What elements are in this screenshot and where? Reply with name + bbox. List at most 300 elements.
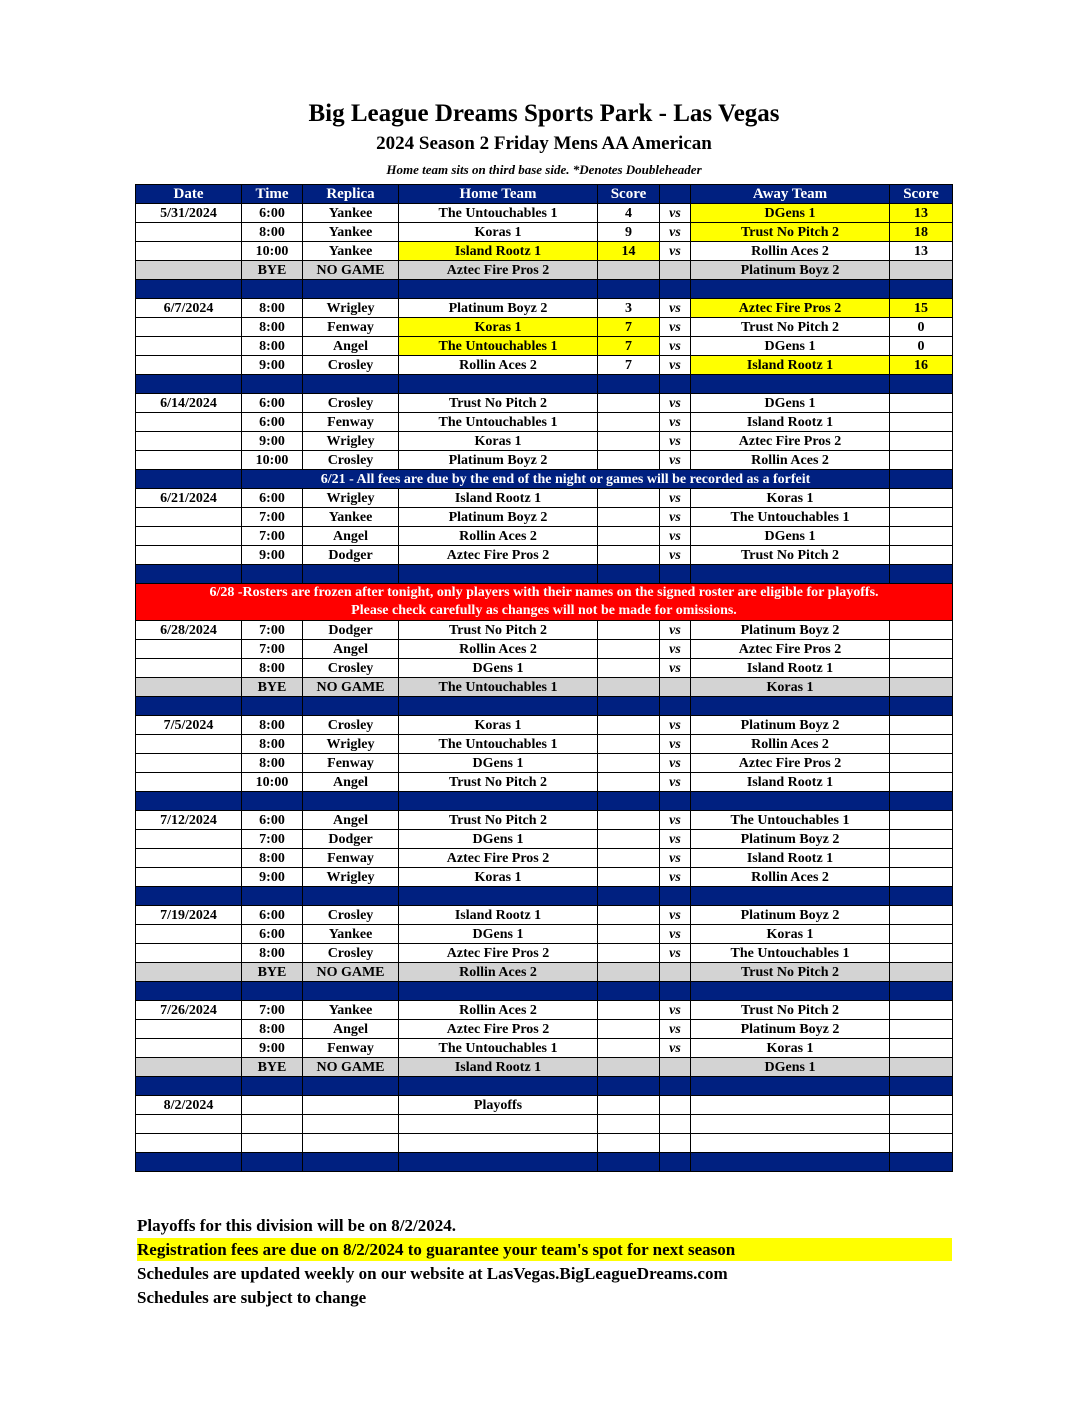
away-score-cell (890, 432, 953, 451)
home-team-cell (399, 1115, 598, 1134)
field-cell: Angel (303, 1020, 399, 1039)
vs-cell: vs (660, 242, 691, 261)
time-cell (242, 1096, 303, 1115)
away-team-cell: Koras 1 (691, 678, 890, 697)
time-cell: 8:00 (242, 944, 303, 963)
spacer-cell (660, 887, 691, 906)
table-row (136, 621, 953, 640)
home-score-cell (598, 489, 660, 508)
spacer-cell (242, 792, 303, 811)
table-row (136, 887, 953, 906)
vs-cell: vs (660, 944, 691, 963)
time-cell: 8:00 (242, 659, 303, 678)
away-team-cell: The Untouchables 1 (691, 508, 890, 527)
home-score-cell (598, 1020, 660, 1039)
col-header-time: Time (242, 185, 303, 204)
home-team-cell: Rollin Aces 2 (399, 527, 598, 546)
table-row (136, 280, 953, 299)
table-row (136, 508, 953, 527)
away-team-cell: DGens 1 (691, 1058, 890, 1077)
away-score-cell: 15 (890, 299, 953, 318)
vs-cell: vs (660, 640, 691, 659)
table-row (136, 792, 953, 811)
away-score-cell (890, 1020, 953, 1039)
notice-cell (136, 470, 242, 489)
date-cell: 6/7/2024 (136, 299, 242, 318)
table-row (136, 906, 953, 925)
spacer-cell (691, 982, 890, 1001)
away-score-cell: 0 (890, 318, 953, 337)
vs-cell: vs (660, 906, 691, 925)
date-cell: 7/5/2024 (136, 716, 242, 735)
spacer-cell (691, 887, 890, 906)
home-score-cell (598, 811, 660, 830)
date-cell (136, 773, 242, 792)
field-cell: Dodger (303, 546, 399, 565)
alert-line-1: 6/28 -Rosters are frozen after tonight, only players with their names on the signed roster are eligible for playoffs. (209, 585, 879, 600)
away-score-cell (890, 394, 953, 413)
away-score-cell (890, 621, 953, 640)
table-row (136, 697, 953, 716)
footer-subject-to-change: Schedules are subject to change (137, 1288, 367, 1307)
field-cell: Crosley (303, 451, 399, 470)
home-team-cell: Island Rootz 1 (399, 489, 598, 508)
away-team-cell: Koras 1 (691, 925, 890, 944)
date-cell: 7/26/2024 (136, 1001, 242, 1020)
field-cell: Yankee (303, 508, 399, 527)
time-cell: 8:00 (242, 716, 303, 735)
home-team-cell: DGens 1 (399, 754, 598, 773)
away-score-cell (890, 1096, 953, 1115)
home-score-cell: 3 (598, 299, 660, 318)
home-score-cell: 7 (598, 356, 660, 375)
date-cell (136, 1058, 242, 1077)
time-cell: 8:00 (242, 337, 303, 356)
home-team-cell: Aztec Fire Pros 2 (399, 1020, 598, 1039)
away-score-cell: 13 (890, 204, 953, 223)
date-cell (136, 508, 242, 527)
table-row (136, 337, 953, 356)
spacer-cell (691, 1153, 890, 1172)
vs-cell: vs (660, 318, 691, 337)
vs-cell: vs (660, 1001, 691, 1020)
date-cell: 8/2/2024 (136, 1096, 242, 1115)
field-cell: Fenway (303, 318, 399, 337)
away-team-cell: Trust No Pitch 2 (691, 963, 890, 982)
vs-cell: vs (660, 337, 691, 356)
spacer-cell (598, 1153, 660, 1172)
date-cell (136, 925, 242, 944)
col-header-date: Date (136, 185, 242, 204)
date-cell (136, 678, 242, 697)
vs-cell: vs (660, 394, 691, 413)
away-team-cell: Platinum Boyz 2 (691, 830, 890, 849)
date-cell (136, 337, 242, 356)
home-team-cell: The Untouchables 1 (399, 1039, 598, 1058)
table-row (136, 1096, 953, 1115)
field-cell: NO GAME (303, 1058, 399, 1077)
fee-notice-text: 6/21 - All fees are due by the end of the night or games will be recorded as a forfeit (242, 470, 890, 489)
spacer-cell (890, 792, 953, 811)
home-team-cell: The Untouchables 1 (399, 735, 598, 754)
spacer-cell (399, 1077, 598, 1096)
spacer-cell (136, 792, 242, 811)
home-score-cell (598, 906, 660, 925)
date-cell (136, 318, 242, 337)
spacer-cell (136, 1153, 242, 1172)
table-row (136, 318, 953, 337)
spacer-cell (598, 887, 660, 906)
away-score-cell (890, 1134, 953, 1153)
table-row (136, 944, 953, 963)
table-row (136, 1001, 953, 1020)
spacer-cell (242, 565, 303, 584)
spacer-cell (136, 697, 242, 716)
home-score-cell: 7 (598, 318, 660, 337)
away-team-cell: Platinum Boyz 2 (691, 261, 890, 280)
spacer-cell (598, 565, 660, 584)
spacer-cell (136, 280, 242, 299)
away-team-cell: Rollin Aces 2 (691, 735, 890, 754)
away-score-cell: 0 (890, 337, 953, 356)
away-team-cell: Platinum Boyz 2 (691, 716, 890, 735)
home-team-cell: Koras 1 (399, 318, 598, 337)
spacer-cell (136, 1077, 242, 1096)
table-row (136, 868, 953, 887)
home-team-cell: Island Rootz 1 (399, 1058, 598, 1077)
vs-cell (660, 261, 691, 280)
time-cell: 9:00 (242, 1039, 303, 1058)
home-team-cell: Platinum Boyz 2 (399, 451, 598, 470)
home-team-cell: Island Rootz 1 (399, 906, 598, 925)
vs-cell: vs (660, 735, 691, 754)
col-header-vs (660, 185, 691, 204)
time-cell: 6:00 (242, 413, 303, 432)
time-cell: 8:00 (242, 1020, 303, 1039)
field-cell: Crosley (303, 906, 399, 925)
field-cell: Dodger (303, 621, 399, 640)
spacer-cell (598, 982, 660, 1001)
away-team-cell: DGens 1 (691, 337, 890, 356)
time-cell: 6:00 (242, 394, 303, 413)
table-row (136, 546, 953, 565)
home-team-cell: Aztec Fire Pros 2 (399, 944, 598, 963)
time-cell: 10:00 (242, 773, 303, 792)
away-team-cell: Aztec Fire Pros 2 (691, 754, 890, 773)
time-cell: 9:00 (242, 546, 303, 565)
vs-cell: vs (660, 811, 691, 830)
spacer-cell (399, 792, 598, 811)
time-cell: BYE (242, 261, 303, 280)
time-cell: 8:00 (242, 735, 303, 754)
home-score-cell: 4 (598, 204, 660, 223)
vs-cell: vs (660, 299, 691, 318)
home-team-cell: Rollin Aces 2 (399, 640, 598, 659)
table-row (136, 716, 953, 735)
away-score-cell (890, 678, 953, 697)
home-team-cell: Island Rootz 1 (399, 242, 598, 261)
away-team-cell: Platinum Boyz 2 (691, 1020, 890, 1039)
time-cell: 8:00 (242, 849, 303, 868)
spacer-cell (660, 1077, 691, 1096)
spacer-cell (691, 1077, 890, 1096)
away-team-cell: DGens 1 (691, 394, 890, 413)
spacer-cell (242, 697, 303, 716)
spacer-cell (691, 375, 890, 394)
vs-cell: vs (660, 223, 691, 242)
vs-cell: vs (660, 868, 691, 887)
date-cell (136, 261, 242, 280)
time-cell: 10:00 (242, 242, 303, 261)
alert-line-2: Please check carefully as changes will not be made for omissions. (351, 603, 737, 618)
home-team-cell: DGens 1 (399, 830, 598, 849)
home-score-cell (598, 659, 660, 678)
away-team-cell: Island Rootz 1 (691, 773, 890, 792)
table-row (136, 261, 953, 280)
home-team-cell (399, 1134, 598, 1153)
away-team-cell (691, 1096, 890, 1115)
spacer-cell (890, 887, 953, 906)
spacer-cell (890, 375, 953, 394)
date-cell (136, 963, 242, 982)
time-cell: 6:00 (242, 925, 303, 944)
spacer-cell (660, 565, 691, 584)
away-score-cell (890, 735, 953, 754)
away-team-cell: Trust No Pitch 2 (691, 546, 890, 565)
field-cell: Crosley (303, 356, 399, 375)
spacer-cell (303, 1077, 399, 1096)
away-score-cell (890, 659, 953, 678)
vs-cell: vs (660, 716, 691, 735)
home-score-cell (598, 678, 660, 697)
vs-cell: vs (660, 659, 691, 678)
spacer-cell (660, 982, 691, 1001)
away-score-cell: 18 (890, 223, 953, 242)
field-cell: Wrigley (303, 735, 399, 754)
away-team-cell: Aztec Fire Pros 2 (691, 299, 890, 318)
table-row (136, 754, 953, 773)
date-cell (136, 640, 242, 659)
spacer-cell (660, 1153, 691, 1172)
time-cell: 6:00 (242, 204, 303, 223)
time-cell: 7:00 (242, 1001, 303, 1020)
table-row (136, 470, 953, 489)
table-row (136, 1077, 953, 1096)
spacer-cell (303, 887, 399, 906)
away-team-cell: Aztec Fire Pros 2 (691, 432, 890, 451)
table-row (136, 299, 953, 318)
field-cell: Wrigley (303, 299, 399, 318)
away-score-cell (890, 963, 953, 982)
date-cell: 7/19/2024 (136, 906, 242, 925)
col-header-home-score: Score (598, 185, 660, 204)
vs-cell: vs (660, 356, 691, 375)
field-cell: Yankee (303, 204, 399, 223)
table-row (136, 849, 953, 868)
table-row (136, 527, 953, 546)
home-team-cell: Platinum Boyz 2 (399, 508, 598, 527)
away-score-cell (890, 716, 953, 735)
footer-playoffs: Playoffs for this division will be on 8/2/2024. (137, 1216, 456, 1235)
table-row (136, 565, 953, 584)
field-cell: Fenway (303, 849, 399, 868)
time-cell: 8:00 (242, 299, 303, 318)
home-team-cell: Trust No Pitch 2 (399, 773, 598, 792)
date-cell (136, 546, 242, 565)
field-cell: Yankee (303, 223, 399, 242)
home-team-cell: Koras 1 (399, 868, 598, 887)
field-cell: Angel (303, 337, 399, 356)
home-team-cell: Aztec Fire Pros 2 (399, 546, 598, 565)
field-cell: Crosley (303, 659, 399, 678)
field-cell: Wrigley (303, 432, 399, 451)
home-team-cell: The Untouchables 1 (399, 204, 598, 223)
field-cell: Dodger (303, 830, 399, 849)
away-score-cell (890, 1039, 953, 1058)
table-row (136, 678, 953, 697)
home-score-cell (598, 1039, 660, 1058)
page-note: Home team sits on third base side. *Denotes Doubleheader (386, 162, 702, 177)
away-score-cell (890, 489, 953, 508)
date-cell (136, 1039, 242, 1058)
away-team-cell: DGens 1 (691, 527, 890, 546)
spacer-cell (890, 982, 953, 1001)
spacer-cell (303, 1153, 399, 1172)
time-cell: 10:00 (242, 451, 303, 470)
table-row (136, 640, 953, 659)
table-row (136, 1039, 953, 1058)
field-cell: NO GAME (303, 678, 399, 697)
date-cell (136, 1134, 242, 1153)
table-row (136, 773, 953, 792)
home-score-cell (598, 413, 660, 432)
time-cell: 9:00 (242, 868, 303, 887)
time-cell: 7:00 (242, 527, 303, 546)
vs-cell (660, 1115, 691, 1134)
field-cell (303, 1096, 399, 1115)
spacer-cell (890, 1153, 953, 1172)
vs-cell: vs (660, 754, 691, 773)
away-team-cell: Rollin Aces 2 (691, 242, 890, 261)
table-row (136, 394, 953, 413)
home-score-cell (598, 1096, 660, 1115)
away-score-cell (890, 925, 953, 944)
table-row (136, 584, 953, 621)
vs-cell: vs (660, 773, 691, 792)
vs-cell (660, 1096, 691, 1115)
table-row (136, 375, 953, 394)
date-cell (136, 1115, 242, 1134)
away-score-cell (890, 754, 953, 773)
spacer-cell (691, 697, 890, 716)
vs-cell (660, 963, 691, 982)
home-score-cell (598, 735, 660, 754)
spacer-cell (242, 375, 303, 394)
away-score-cell (890, 830, 953, 849)
home-score-cell (598, 432, 660, 451)
away-team-cell: Rollin Aces 2 (691, 451, 890, 470)
home-score-cell (598, 1134, 660, 1153)
vs-cell: vs (660, 546, 691, 565)
time-cell: 7:00 (242, 830, 303, 849)
spacer-cell (660, 280, 691, 299)
date-cell (136, 868, 242, 887)
date-cell (136, 830, 242, 849)
date-cell (136, 432, 242, 451)
away-team-cell: Koras 1 (691, 489, 890, 508)
away-score-cell (890, 811, 953, 830)
away-team-cell (691, 1134, 890, 1153)
table-row (136, 830, 953, 849)
vs-cell: vs (660, 1039, 691, 1058)
spacer-cell (303, 375, 399, 394)
field-cell: Wrigley (303, 489, 399, 508)
home-score-cell (598, 773, 660, 792)
time-cell: 7:00 (242, 621, 303, 640)
home-team-cell: Trust No Pitch 2 (399, 394, 598, 413)
vs-cell (660, 1134, 691, 1153)
table-row (136, 1115, 953, 1134)
time-cell: 6:00 (242, 489, 303, 508)
spacer-cell (136, 982, 242, 1001)
spacer-cell (242, 982, 303, 1001)
field-cell: Crosley (303, 944, 399, 963)
home-team-cell: Platinum Boyz 2 (399, 299, 598, 318)
home-team-cell: Aztec Fire Pros 2 (399, 849, 598, 868)
field-cell: Crosley (303, 394, 399, 413)
table-row (136, 982, 953, 1001)
date-cell (136, 451, 242, 470)
spacer-cell (399, 982, 598, 1001)
table-row (136, 1153, 953, 1172)
vs-cell: vs (660, 451, 691, 470)
home-score-cell (598, 849, 660, 868)
table-row (136, 659, 953, 678)
spacer-cell (399, 375, 598, 394)
away-score-cell (890, 1001, 953, 1020)
home-score-cell (598, 1001, 660, 1020)
away-team-cell: Island Rootz 1 (691, 356, 890, 375)
spacer-cell (303, 565, 399, 584)
home-team-cell: Trust No Pitch 2 (399, 811, 598, 830)
spacer-cell (242, 1153, 303, 1172)
col-header-replica: Replica (303, 185, 399, 204)
away-score-cell (890, 451, 953, 470)
date-cell (136, 659, 242, 678)
away-team-cell: Platinum Boyz 2 (691, 621, 890, 640)
spacer-cell (598, 792, 660, 811)
spacer-cell (399, 697, 598, 716)
time-cell: 9:00 (242, 356, 303, 375)
away-team-cell: Aztec Fire Pros 2 (691, 640, 890, 659)
date-cell (136, 1020, 242, 1039)
home-team-cell: The Untouchables 1 (399, 413, 598, 432)
home-team-cell: The Untouchables 1 (399, 337, 598, 356)
spacer-cell (598, 697, 660, 716)
date-cell (136, 754, 242, 773)
home-team-cell: Trust No Pitch 2 (399, 621, 598, 640)
date-cell (136, 527, 242, 546)
time-cell: 7:00 (242, 508, 303, 527)
home-score-cell (598, 621, 660, 640)
date-cell (136, 849, 242, 868)
home-team-cell: Aztec Fire Pros 2 (399, 261, 598, 280)
vs-cell: vs (660, 830, 691, 849)
spacer-cell (890, 565, 953, 584)
date-cell (136, 356, 242, 375)
page-subtitle: 2024 Season 2 Friday Mens AA American (376, 133, 712, 154)
field-cell: NO GAME (303, 261, 399, 280)
